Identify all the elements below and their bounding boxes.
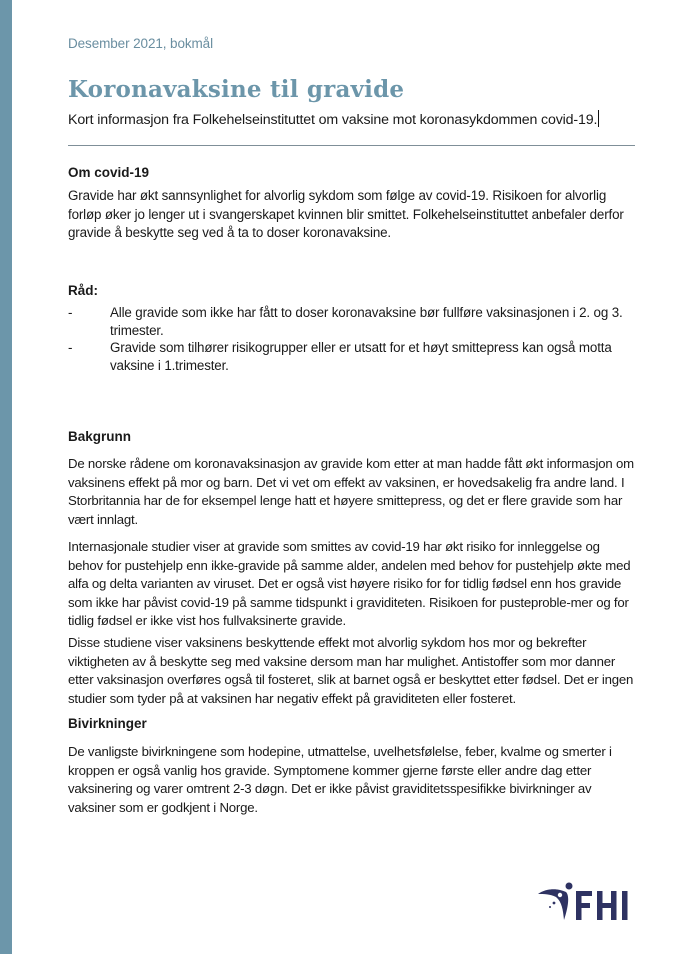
date-language-label: Desember 2021, bokmål xyxy=(68,36,213,51)
section-text-covid: Gravide har økt sannsynlighet for alvorlig sykdom som følge av covid-19. Risikoen for alvorlig forløp øker jo lenger ut i svangerskapet kvinnen blir smittet. Folkehelseinstituttet anbefaler derfor gravide å beskytte seg ved å ta to doser koronavaksine. xyxy=(68,188,624,240)
text-cursor xyxy=(598,110,599,127)
sidebar-accent-bar xyxy=(0,0,12,954)
advice-item xyxy=(68,339,638,374)
background-paragraph: De norske rådene om koronavaksinasjon av gravide kom etter at man hadde fått økt informasjon om vaksinens effekt på mor og barn. Det vi vet om effekt av vaksinen, er hovedsakelig fra andre land. I Storbritannia har de for eksempel lenge hatt et høyere smittepress, og det er flere gravide som har vært innlagt. xyxy=(68,456,634,527)
advice-list xyxy=(68,304,638,374)
header-divider xyxy=(68,145,635,146)
subtitle-text: Kort informasjon fra Folkehelseinstituttet om vaksine mot koronasykdommen covid-19. xyxy=(68,112,598,128)
advice-item-text: Alle gravide som ikke har fått to doser koronavaksine bør fullføre vaksinasjonen i 2. og 3. trimester. xyxy=(110,305,623,338)
section-heading-side-effects: Bivirkninger xyxy=(68,716,147,731)
section-heading-covid: Om covid-19 xyxy=(68,165,150,180)
advice-item-text: Gravide som tilhører risikogrupper eller er utsatt for et høyt smittepress kan også motta vaksine i 1.trimester. xyxy=(110,340,612,373)
fhi-dot-icon xyxy=(566,883,573,890)
background-paragraph: Internasjonale studier viser at gravide som smittes av covid-19 har økt risiko for innleggelse og behov for pustehjelp enn ikke-gravide på samme alder, andelen med behov for pustehjelp økte med alfa og delta varianten av viruset. Det er også vist høyere risiko for for tidlig fødsel enn hos gravide som ikke har påvist covid-19 på samme tidspunkt i graviditeten. Risikoen for pusteproble-mer og for tidlig fødsel er ikke vist hos fullvaksinerte gravide. xyxy=(68,539,631,629)
page-title: Koronavaksine til gravide xyxy=(68,76,405,103)
fhi-logo xyxy=(536,880,636,925)
fhi-swoosh-icon xyxy=(538,889,568,920)
dash-bullet: - xyxy=(68,305,73,320)
section-heading-background: Bakgrunn xyxy=(68,429,132,444)
dash-bullet: - xyxy=(68,340,73,355)
section-heading-advice: Råd: xyxy=(68,283,98,298)
page-subtitle[interactable] xyxy=(68,110,599,128)
section-text-side-effects: De vanligste bivirkningene som hodepine, utmattelse, uvelhetsfølelse, feber, kvalme og smerter i kroppen er også vanlig hos gravide. Symptomene kommer gjerne første eller andre dag etter vaksinering og varer omtrent 2-3 døgn. Det er ikke påvist graviditetsspesifikke bivirkninger av vaksiner som er godkjent i Norge. xyxy=(68,744,612,815)
background-paragraph: Disse studiene viser vaksinens beskyttende effekt mot alvorlig sykdom hos mor og bekrefter viktigheten av å beskytte seg med vaksine dersom man har mulighet. Antistoffer som mor danner etter vaksinasjon overføres også til fosteret, slik at barnet også er beskyttet etter fødsel. Det er ingen studier som tyder på at vaksinen har negativ effekt på graviditeten eller fosteret. xyxy=(68,635,634,706)
advice-item xyxy=(68,304,638,339)
